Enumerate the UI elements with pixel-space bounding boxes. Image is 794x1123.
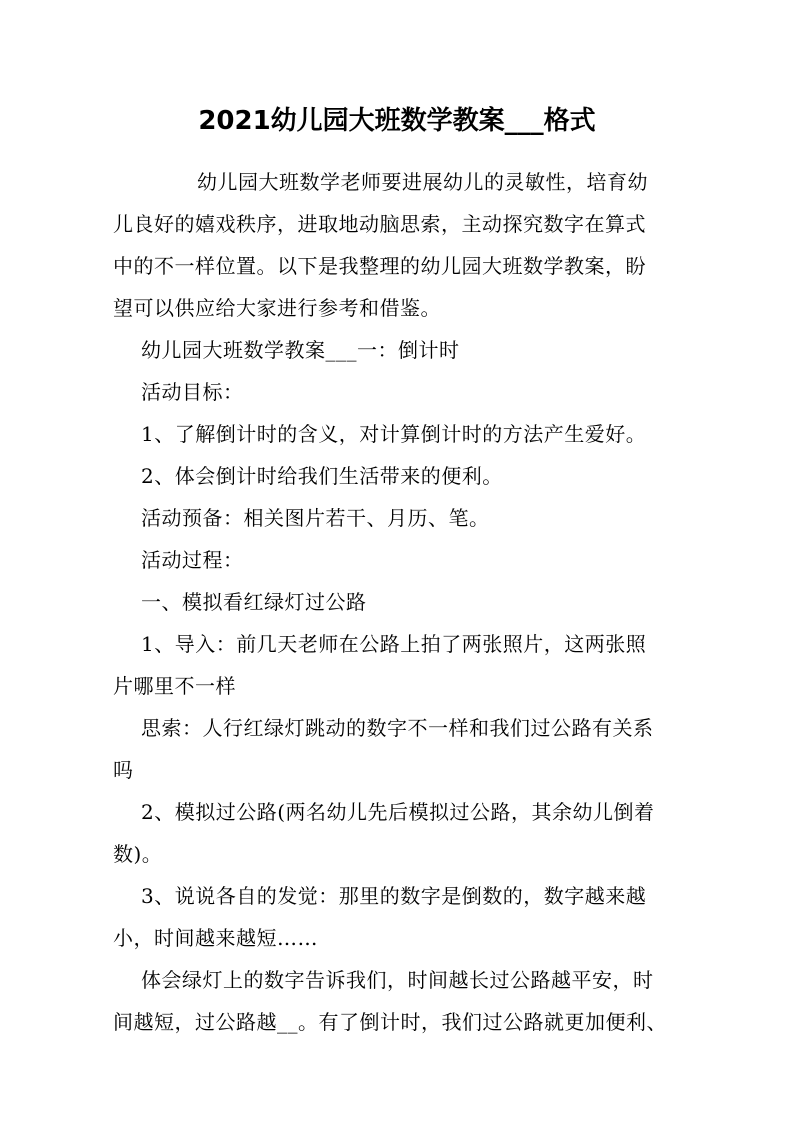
paragraph-line: 思索：人行红绿灯跳动的数字不一样和我们过公路有关系 (141, 716, 654, 740)
paragraph-line: 数)。 (113, 842, 163, 866)
paragraph-line: 活动目标： (141, 380, 244, 404)
paragraph-line: 活动过程： (141, 548, 244, 572)
section-heading: 幼儿园大班数学教案___一：倒计时 (141, 338, 460, 362)
paragraph-line: 体会绿灯上的数字告诉我们，时间越长过公路越平安，时 (141, 968, 654, 992)
paragraph-line: 间越短，过公路越__。有了倒计时，我们过公路就更加便利、 (113, 1010, 667, 1034)
paragraph-line: 幼儿园大班数学老师要进展幼儿的灵敏性，培育幼 (197, 170, 648, 194)
paragraph-line: 1、导入：前几天老师在公路上拍了两张照片，这两张照 (141, 632, 647, 656)
paragraph-line: 儿良好的嬉戏秩序，进取地动脑思索，主动探究数字在算式 (113, 212, 646, 236)
paragraph-line: 小，时间越来越短…… (113, 926, 318, 950)
paragraph-line: 3、说说各自的发觉：那里的数字是倒数的，数字越来越 (141, 884, 647, 908)
paragraph-line: 2、模拟过公路(两名幼儿先后模拟过公路，其余幼儿倒着 (141, 800, 655, 824)
paragraph-line: 2、体会倒计时给我们生活带来的便利。 (141, 464, 503, 488)
paragraph-line: 中的不一样位置。以下是我整理的幼儿园大班数学教案，盼 (113, 254, 646, 278)
paragraph-line: 吗 (113, 758, 134, 782)
paragraph-line: 一、模拟看红绿灯过公路 (141, 590, 367, 614)
paragraph-line: 1、了解倒计时的含义，对计算倒计时的方法产生爱好。 (141, 422, 647, 446)
paragraph-line: 活动预备：相关图片若干、月历、笔。 (141, 506, 490, 530)
paragraph-line: 片哪里不一样 (113, 674, 236, 698)
paragraph-line: 望可以供应给大家进行参考和借鉴。 (113, 296, 441, 320)
document-title: 2021幼儿园大班数学教案___格式 (198, 106, 596, 136)
